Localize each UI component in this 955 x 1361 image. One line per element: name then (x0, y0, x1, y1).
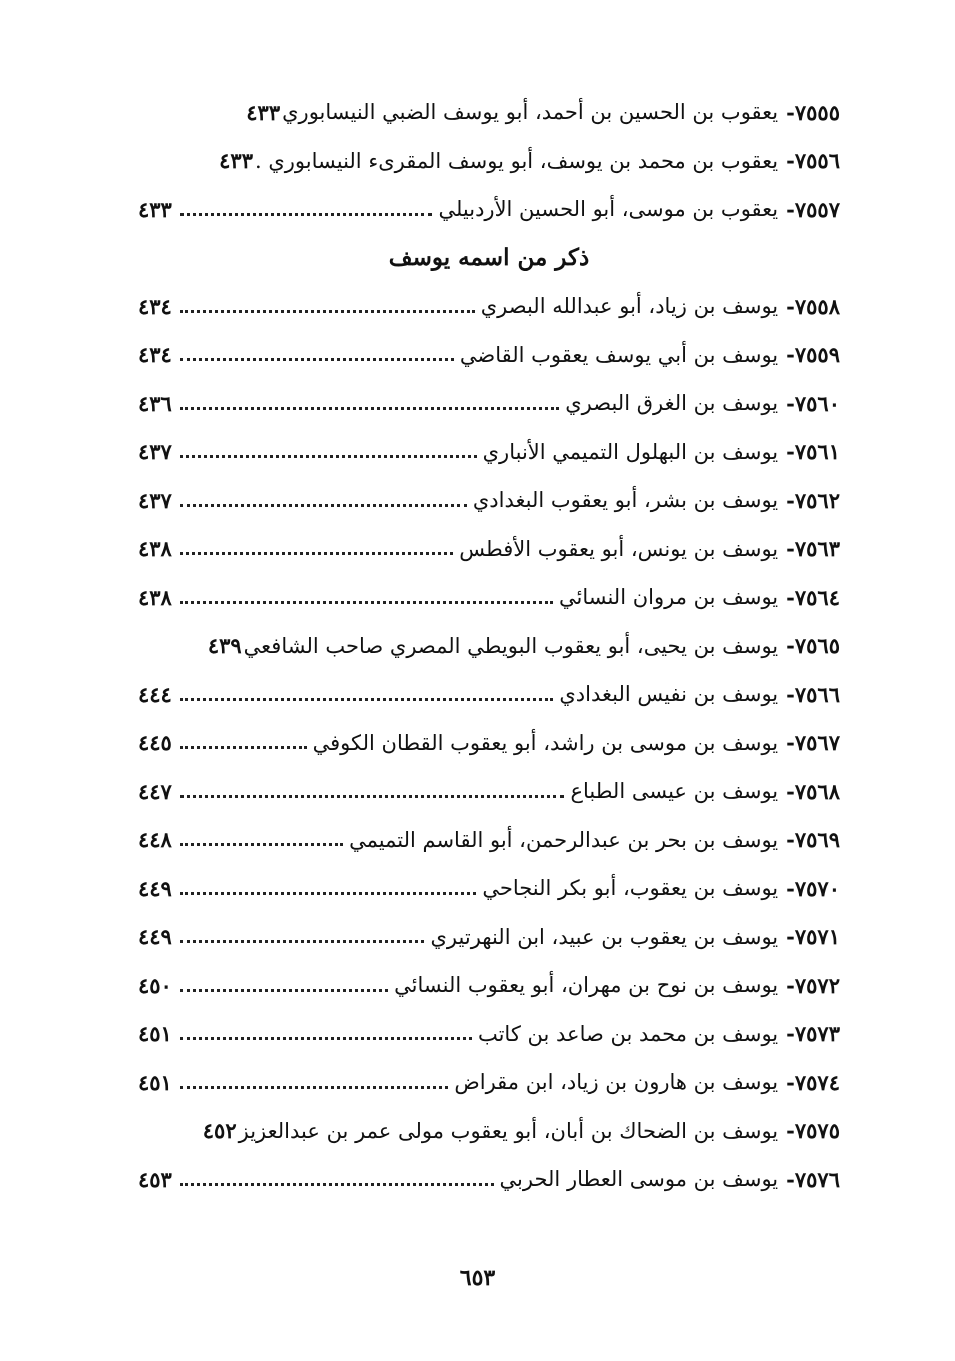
leader-dots (180, 989, 388, 992)
leader-dots (180, 1037, 472, 1040)
leader-dots (180, 698, 554, 701)
entry-page: ٤٥٣ (138, 1166, 172, 1192)
entry-number: ٧٥٧٣- (786, 1021, 840, 1047)
entry-page: ٤٣٨ (138, 584, 172, 610)
leader-dots (180, 213, 433, 216)
toc-entry (138, 573, 840, 622)
toc-entry (138, 622, 840, 671)
entry-title: يوسف بن موسى بن راشد، أبو يعقوب القطان الكوفي (312, 730, 779, 755)
toc-entry (138, 767, 840, 816)
leader-dots (180, 407, 559, 410)
table-of-contents (138, 88, 840, 1204)
entry-page: ٤٣٣ (219, 148, 253, 174)
toc-entry (138, 331, 840, 380)
entry-number: ٧٥٧٤- (786, 1069, 840, 1095)
entry-page: ٤٣٤ (138, 293, 172, 319)
leader-dots (180, 310, 475, 313)
entry-title: يوسف بن موسى العطار الحربي (499, 1167, 779, 1192)
leader-dots (180, 746, 307, 749)
entry-number: ٧٥٦٤- (786, 584, 840, 610)
entry-number: ٧٥٦٦- (786, 681, 840, 707)
entry-number: ٧٥٦٢- (786, 487, 840, 513)
toc-entry (138, 428, 840, 477)
entry-page: ٤٤٩ (138, 875, 172, 901)
entry-title: يعقوب بن الحسين بن أحمد، أبو يوسف الضبي النيسابوري (282, 100, 779, 125)
entry-title: يوسف بن بشر، أبو يعقوب البغدادي (472, 488, 779, 513)
leader-dots (180, 843, 343, 846)
entry-page: ٤٥٢ (202, 1118, 237, 1144)
toc-entry (138, 670, 840, 719)
toc-entry (138, 379, 840, 428)
entry-title: يوسف بن عيسى الطباع (570, 779, 779, 804)
entry-page: ٤٤٥ (138, 730, 172, 756)
toc-entry (138, 525, 840, 574)
entry-page: ٤٣٧ (138, 439, 172, 465)
entry-title: يوسف بن البهلول التميمي الأنباري (482, 439, 779, 464)
leader-dots (180, 552, 453, 555)
entry-page: ٤٣٣ (246, 99, 281, 125)
toc-entry (138, 476, 840, 525)
leader-dots (180, 455, 477, 458)
entry-title: يوسف بن محمد بن صاعد بن كاتب (477, 1021, 779, 1046)
toc-entry (138, 719, 840, 768)
toc-entry (138, 88, 840, 137)
leader-dots (180, 358, 454, 361)
entry-title: يوسف بن بحر بن عبدالرحمن، أبو القاسم التميمي (349, 827, 779, 852)
leader-dots (180, 795, 565, 798)
entry-number: ٧٥٦٥- (786, 633, 840, 659)
entry-number: ٧٥٦٣- (786, 536, 840, 562)
entry-title: يوسف بن نفيس البغدادي (559, 682, 779, 707)
entry-title: يوسف بن أبي يوسف يعقوب القاضي (459, 342, 779, 367)
entry-number: ٧٥٧١- (786, 924, 840, 950)
entry-page: ٤٣٧ (138, 487, 172, 513)
toc-entry (138, 961, 840, 1010)
entry-title: يوسف بن مروان النسائي (558, 585, 779, 610)
entry-page: ٤٥٠ (138, 972, 172, 998)
entry-page: ٤٤٧ (138, 778, 172, 804)
entry-title: يوسف بن يونس، أبو يعقوب الأفطس (459, 536, 779, 561)
entry-number: ٧٥٥٦- (786, 148, 840, 174)
entry-page: ٤٣٣ (138, 196, 172, 222)
entry-page: ٤٣٨ (138, 536, 172, 562)
toc-entry (138, 1107, 840, 1156)
entry-title: يوسف بن هارون بن زياد، ابن مقراض (454, 1070, 779, 1095)
entry-title: يعقوب بن محمد بن يوسف، أبو يوسف المقرىء النيسابوري . (254, 148, 779, 173)
entry-number: ٧٥٦٧- (786, 730, 840, 756)
toc-entry (138, 864, 840, 913)
toc-entry (138, 282, 840, 331)
entry-title: يوسف بن يحيى، أبو يعقوب البويطي المصري صاحب الشافعي (243, 633, 779, 658)
entry-title: يوسف بن الغرق البصري (565, 391, 779, 416)
toc-entry (138, 137, 840, 186)
entry-number: ٧٥٧٦- (786, 1166, 840, 1192)
entry-number: ٧٥٥٧- (786, 196, 840, 222)
entry-title: يوسف بن يعقوب، أبو بكر النجاحي (482, 876, 779, 901)
entry-title: يوسف بن الضحاك بن أبان، أبو يعقوب مولى عمر بن عبدالعزيز (238, 1118, 779, 1143)
toc-entry (138, 816, 840, 865)
entry-page: ٤٤٨ (138, 827, 172, 853)
entry-number: ٧٥٦٠- (786, 390, 840, 416)
leader-dots (180, 1183, 494, 1186)
entry-page: ٤٣٤ (138, 342, 172, 368)
leader-dots (180, 940, 425, 943)
entry-number: ٧٥٧٠- (786, 875, 840, 901)
toc-entry (138, 1010, 840, 1059)
entry-number: ٧٥٧٢- (786, 972, 840, 998)
entry-number: ٧٥٥٩- (786, 342, 840, 368)
entry-page: ٤٥١ (138, 1069, 172, 1095)
leader-dots (180, 1086, 449, 1089)
page-number: ٦٥٣ (459, 1265, 496, 1291)
toc-entry (138, 1155, 840, 1204)
entry-title: يعقوب بن موسى، أبو الحسين الأردبيلي (438, 197, 779, 222)
entry-number: ٧٥٦٨- (786, 778, 840, 804)
entry-title: يوسف بن زياد، أبو عبدالله البصري (480, 294, 779, 319)
toc-entry (138, 185, 840, 234)
entry-page: ٤٣٩ (207, 633, 242, 659)
leader-dots (180, 504, 467, 507)
entry-page: ٤٤٩ (138, 924, 172, 950)
entry-number: ٧٥٥٥- (786, 99, 840, 125)
leader-dots (180, 892, 477, 895)
entry-page: ٤٤٤ (138, 681, 172, 707)
entry-number: ٧٥٦٩- (786, 827, 840, 853)
entry-number: ٧٥٥٨- (786, 293, 840, 319)
entry-page: ٤٣٦ (138, 390, 172, 416)
toc-entry (138, 913, 840, 962)
section-heading: ذكر من اسمه يوسف (388, 243, 590, 271)
entry-number: ٧٥٦١- (786, 439, 840, 465)
entry-title: يوسف بن يعقوب بن عبيد، ابن النهرتيري (430, 924, 779, 949)
leader-dots (180, 601, 553, 604)
toc-entry (138, 1058, 840, 1107)
entry-page: ٤٥١ (138, 1021, 172, 1047)
entry-number: ٧٥٧٥- (786, 1118, 840, 1144)
entry-title: يوسف بن نوح بن مهران، أبو يعقوب النسائي (394, 973, 779, 998)
